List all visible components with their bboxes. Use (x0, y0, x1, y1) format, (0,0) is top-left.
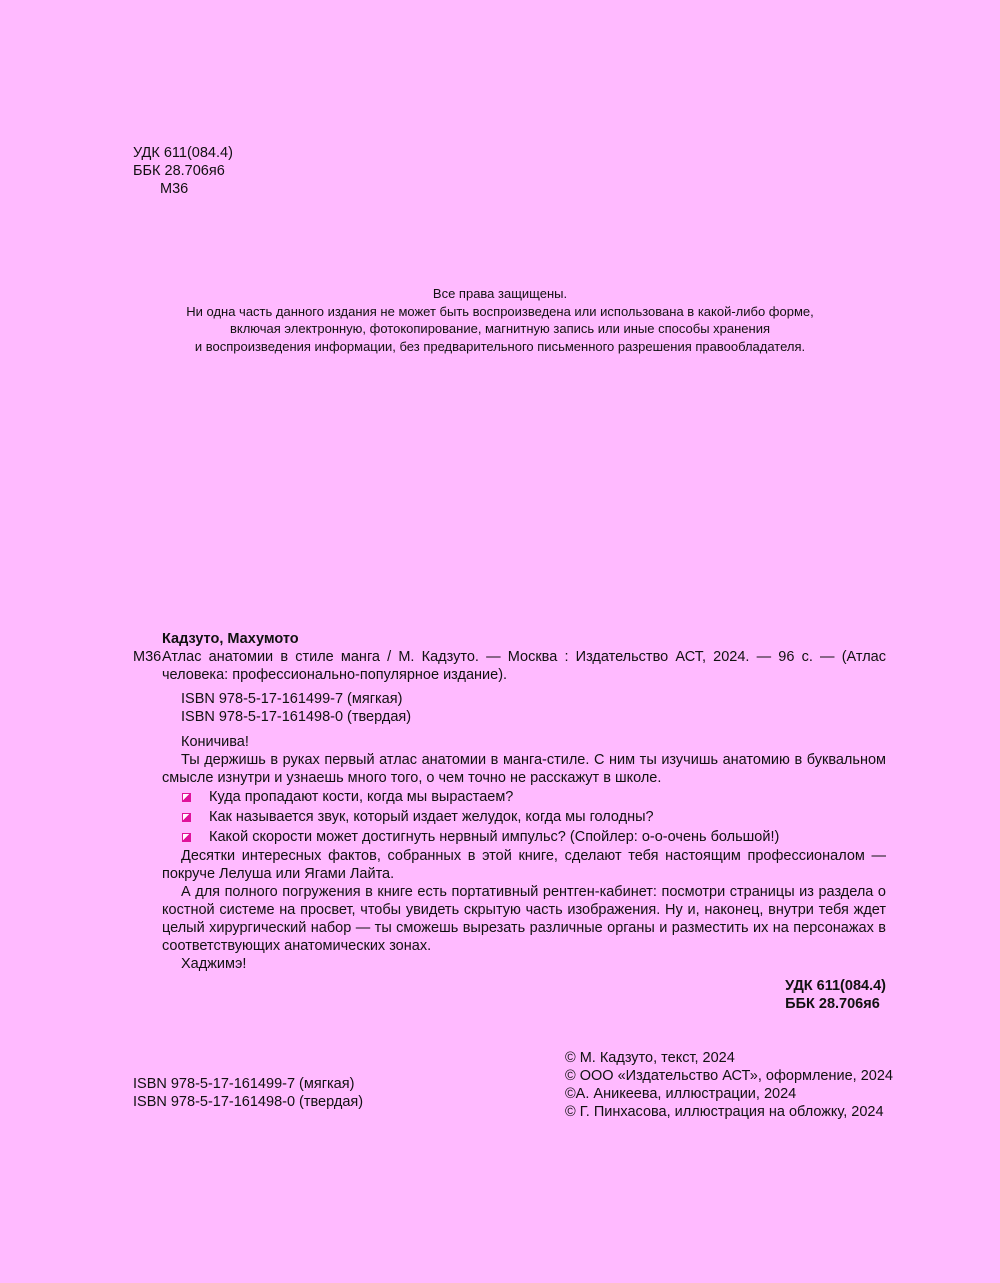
isbn-hard: ISBN 978-5-17-161498-0 (твердая) (133, 1094, 364, 1110)
rights-line: включая электронную, фотокопирование, магнитную запись или иные способы хранения (229, 321, 771, 336)
list-item (162, 787, 886, 807)
bullet-square-icon (182, 793, 191, 802)
bibliographic-description: Атлас анатомии в стиле манга / М. Кадзуто. — Москва : Издательство АСТ, 2024. — 96 с. — (Атлас человека: профессионально-популярное издание). (162, 649, 886, 683)
rights-notice (150, 285, 850, 355)
isbn-list (181, 690, 411, 726)
annotation-closing: Хаджимэ! (181, 956, 247, 972)
isbn-footer (133, 1075, 363, 1111)
bullet-square-icon (182, 833, 191, 842)
rights-line: Ни одна часть данного издания не может быть воспроизведена или использована в какой-либо форме, (186, 303, 814, 319)
annotation-intro: Ты держишь в руках первый атлас анатомии в манга-стиле. С ним ты изучишь анатомию в буквальном смысле изнутри и узнаешь много того, о чем точно не расскажут в школе. (162, 752, 886, 786)
annotation-facts: Десятки интересных фактов, собранных в этой книге, сделают тебя настоящим профессионалом — покруче Лелуша или Ягами Лайта. (162, 848, 886, 882)
author-sign-inline: М36 (133, 649, 162, 665)
rights-line: Все права защищены. (432, 286, 568, 301)
bullet-text: Куда пропадают кости, когда мы вырастаем? (209, 789, 514, 805)
annotation-greeting: Коничива! (181, 734, 249, 750)
list-item (162, 827, 886, 847)
isbn-soft: ISBN 978-5-17-161499-7 (мягкая) (181, 691, 403, 707)
copyright-block (565, 1049, 893, 1121)
annotation-xray: А для полного погружения в книге есть портативный рентген-кабинет: посмотри страницы из раздела о костной системе на просвет, чтобы увидеть скрытую часть изображения. Ну и, наконец, внутри тебя ждет целый хирургический набор — ты сможешь вырезать различные органы и разместить их на персонажах в соответствующих анатомических зонах. (162, 884, 886, 954)
isbn-soft: ISBN 978-5-17-161499-7 (мягкая) (133, 1076, 355, 1092)
copyright-line: © М. Кадзуто, текст, 2024 (565, 1050, 735, 1066)
isbn-hard: ISBN 978-5-17-161498-0 (твердая) (181, 709, 412, 725)
author-sign: М36 (160, 181, 189, 197)
bullet-text: Какой скорости может достигнуть нервный импульс? (Спойлер: о-о-очень большой!) (209, 829, 780, 845)
copyright-line: ©А. Аникеева, иллюстрации, 2024 (565, 1086, 797, 1102)
author-heading: Кадзуто, Махумото (162, 631, 299, 647)
list-item (162, 807, 886, 827)
classification-codes-right (785, 977, 886, 1013)
bullet-square-icon (182, 813, 191, 822)
annotation-bullets (162, 787, 886, 847)
bullet-text: Как называется звук, который издает желудок, когда мы голодны? (209, 809, 654, 825)
annotation (162, 733, 886, 973)
copyright-line: © Г. Пинхасова, иллюстрация на обложку, 2024 (565, 1104, 884, 1120)
rights-line: и воспроизведения информации, без предварительного письменного разрешения правообладателя. (194, 338, 806, 354)
udk-code: УДК 611(084.4) (133, 145, 233, 161)
udk-code: УДК 611(084.4) (785, 978, 886, 994)
copyright-line: © ООО «Издательство АСТ», оформление, 2024 (565, 1068, 893, 1084)
bbk-code: ББК 28.706я6 (785, 996, 880, 1012)
bbk-code: ББК 28.706я6 (133, 163, 225, 179)
header-classification-codes (133, 144, 233, 198)
